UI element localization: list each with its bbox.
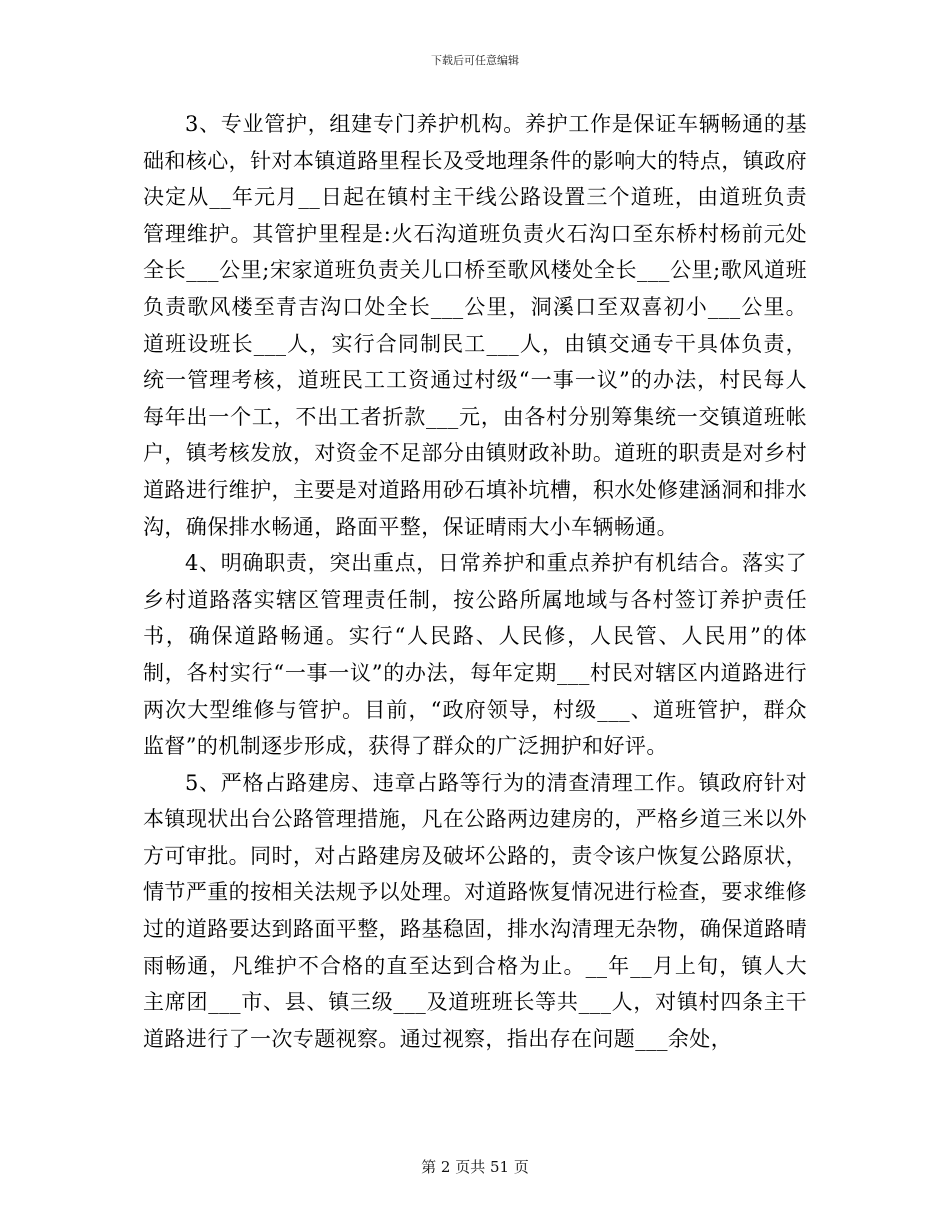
paragraph-4: 4、明确职责，突出重点，日常养护和重点养护有机结合。落实了乡村道路落实辖区管理责任制，按公路所属地域与各村签订养护责任书，确保道路畅通。实行“人民路、人民修，人民管、人民用”的体制，各村实行“一事一议”的办法，每年定期___村民对辖区内道路进行两次大型维修与管护。目前，“政府领导，村级___、道班管护，群众监督”的机制逐步形成，获得了群众的广泛拥护和好评。 (143, 551, 807, 759)
page-footer: 第 2 页共 51 页 (421, 1158, 529, 1176)
document-body (143, 106, 807, 1057)
paragraph-3: 3、专业管护，组建专门养护机构。养护工作是保证车辆畅通的基础和核心，针对本镇道路里程长及受地理条件的影响大的特点，镇政府决定从__年元月__日起在镇村主干线公路设置三个道班，由道班负责管理维护。其管护里程是:火石沟道班负责火石沟口至东桥村杨前元处全长___公里;宋家道班负责关儿口桥至歌风楼处全长___公里;歌风道班负责歌风楼至青吉沟口处全长___公里，洞溪口至双喜初小___公里。道班设班长___人，实行合同制民工___人，由镇交通专干具体负责，统一管理考核，道班民工工资通过村级“一事一议”的办法，村民每人每年出一个工，不出工者折款___元，由各村分别筹集统一交镇道班帐户，镇考核发放，对资金不足部分由镇财政补助。道班的职责是对乡村道路进行维护，主要是对道路用砂石填补坑槽，积水处修建涵洞和排水沟，确保排水畅通，路面平整，保证晴雨大小车辆畅通。 (143, 112, 807, 539)
page-header: 下载后可任意编辑 (431, 54, 519, 67)
paragraph-5: 5、严格占路建房、违章占路等行为的清查清理工作。镇政府针对本镇现状出台公路管理措施，凡在公路两边建房的，严格乡道三米以外方可审批。同时，对占路建房及破坏公路的，责令该户恢复公路原状，情节严重的按相关法规予以处理。对道路恢复情况进行检查，要求维修过的道路要达到路面平整，路基稳固，排水沟清理无杂物，确保道路晴雨畅通，凡维护不合格的直至达到合格为止。__年__月上旬，镇人大主席团___市、县、镇三级___及道班班长等共___人，对镇村四条主干道路进行了一次专题视察。通过视察，指出存在问题___余处， (143, 770, 807, 1051)
